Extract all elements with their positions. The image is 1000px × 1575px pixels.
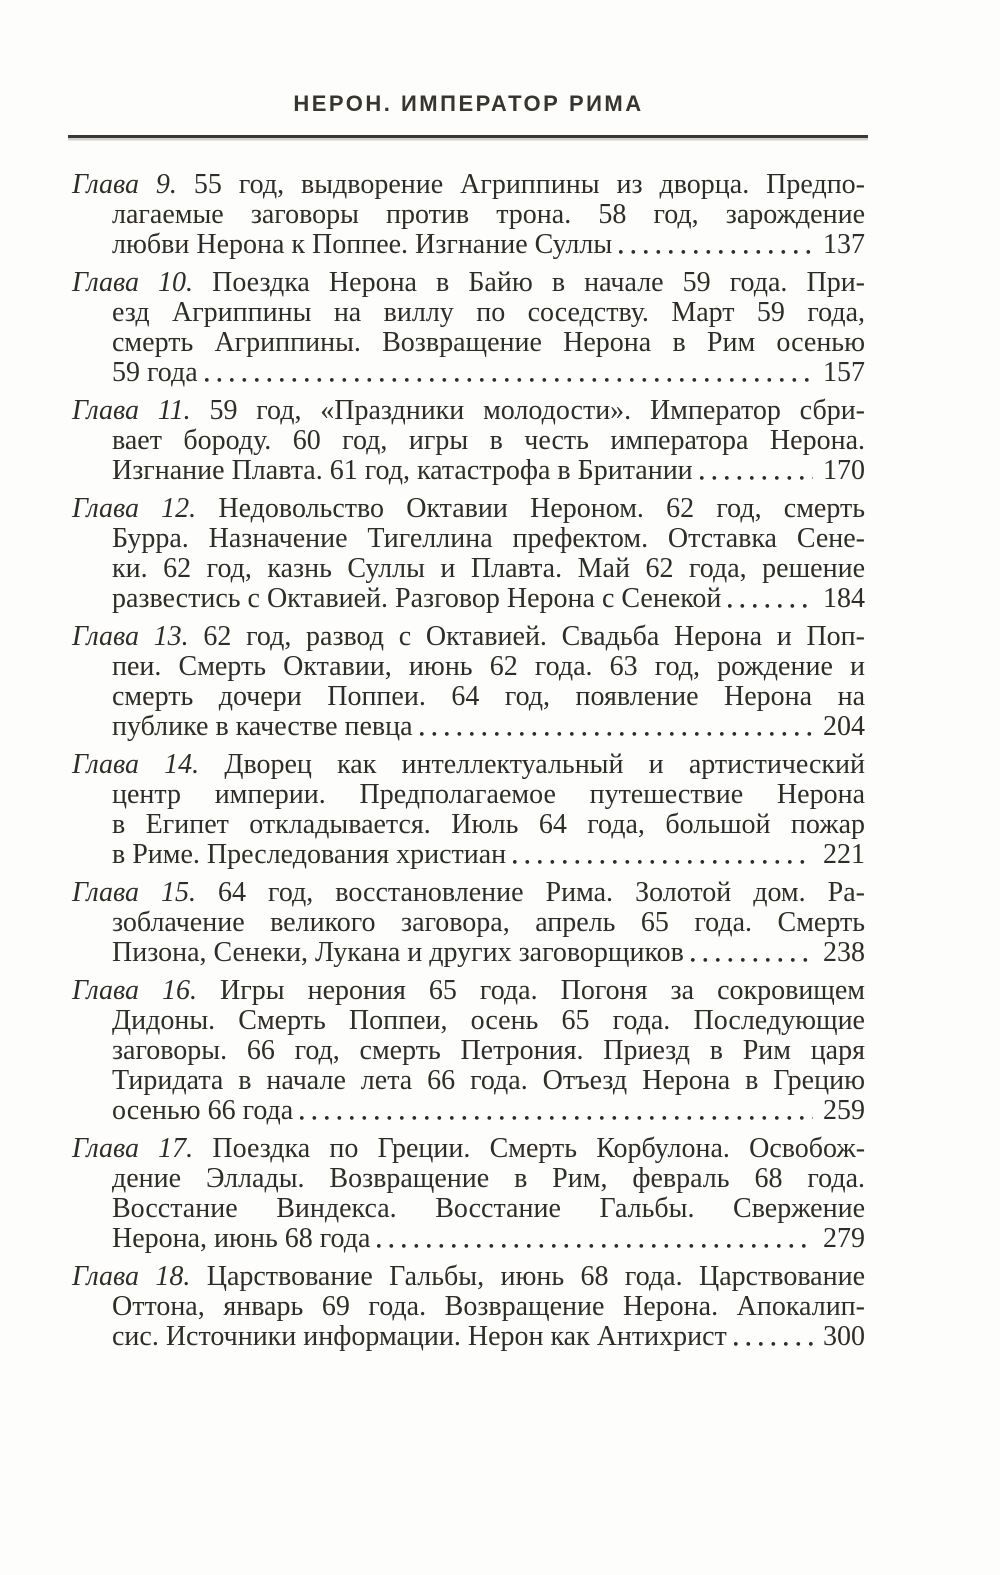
toc-line: пеи. Смерть Октавии, июнь 62 года. 63 год, рождение и: [112, 651, 865, 682]
toc-line: Глава 12. Недовольство Октавии Нероном. 62 год, смерть: [72, 493, 865, 524]
toc-line-text: 59 года: [112, 357, 198, 388]
toc-line-text: Изгнание Плавта. 61 год, катастрофа в Британии: [112, 455, 693, 486]
page-number: 170: [823, 455, 865, 486]
toc-line-text: осенью 66 года: [112, 1095, 294, 1126]
toc-line: дение Эллады. Возвращение в Рим, февраль 68 года.: [112, 1163, 865, 1194]
chapter-label: Глава 13.: [72, 621, 189, 652]
toc-line-text: в Риме. Преследования христиан: [112, 839, 507, 870]
toc-line: [72, 938, 865, 968]
toc-entry: [72, 268, 865, 388]
toc-entry: [72, 1134, 865, 1254]
dot-leader: [691, 958, 813, 962]
chapter-label: Глава 18.: [72, 1261, 191, 1292]
toc-line: Глава 16. Игры нерония 65 года. Погоня за сокровищем: [72, 975, 866, 1006]
page-number: 137: [823, 229, 865, 260]
toc-line: Глава 14. Дворец как интеллектуальный и артистический: [72, 749, 866, 780]
toc-entry: [72, 878, 865, 968]
toc-entry: [72, 494, 865, 614]
toc-line: смерть дочери Поппеи. 64 год, появление Нерона на: [112, 681, 865, 712]
toc-line: Тиридата в начале лета 66 года. Отъезд Нерона в Грецию: [112, 1065, 865, 1096]
dot-leader: [619, 250, 813, 254]
toc-line: смерть Агриппины. Возвращение Нерона в Рим осенью: [112, 327, 865, 358]
toc-line: Оттона, январь 69 года. Возвращение Нерона. Апокалип-: [112, 1291, 865, 1322]
toc-entry: [72, 170, 865, 260]
toc-line: [72, 712, 865, 742]
toc-line: Глава 9. 55 год, выдворение Агриппины из дворца. Предпо-: [72, 169, 865, 200]
toc-entry: [72, 396, 865, 486]
toc-line: Глава 15. 64 год, восстановление Рима. Золотой дом. Ра-: [72, 877, 866, 908]
page-number: 221: [823, 839, 865, 870]
chapter-label: Глава 12.: [72, 493, 197, 524]
toc-line: Бурра. Назначение Тигеллина префектом. Отставка Сене-: [112, 523, 865, 554]
toc-line: [72, 1224, 865, 1254]
toc-line: [72, 456, 865, 486]
toc-line-text: Нерона, июнь 68 года: [112, 1223, 371, 1254]
header-rule: [68, 135, 868, 138]
toc-line: Дидоны. Смерть Поппеи, осень 65 года. Последующие: [112, 1005, 865, 1036]
chapter-label: Глава 10.: [72, 267, 194, 298]
page-number: 184: [823, 583, 865, 614]
toc-entry: [72, 622, 865, 742]
toc-line: лагаемые заговоры против трона. 58 год, зарождение: [112, 199, 865, 230]
toc-line: езд Агриппины на виллу по соседству. Март 59 года,: [112, 297, 865, 328]
toc-line: [72, 1322, 865, 1352]
toc-line: Глава 18. Царствование Гальбы, июнь 68 года. Царствование: [72, 1261, 865, 1292]
toc-line-text: Пизона, Сенеки, Лукана и других заговорщиков: [112, 937, 684, 968]
dot-leader: [513, 860, 813, 864]
toc-line-text: развестись с Октавией. Разговор Нерона с Сенекой: [112, 583, 722, 614]
toc-line: [72, 358, 865, 388]
toc-line: центр империи. Предполагаемое путешествие Нерона: [112, 779, 865, 810]
page-number: 204: [823, 711, 865, 742]
page-content: [72, 90, 865, 1352]
toc-line-text: публике в качестве певца: [112, 711, 413, 742]
toc-line: ки. 62 год, казнь Суллы и Плавта. Май 62 года, решение: [112, 553, 865, 584]
dot-leader: [205, 378, 813, 382]
toc-line: Глава 10. Поездка Нерона в Байю в начале 59 года. При-: [72, 267, 866, 298]
toc-line: вает бороду. 60 год, игры в честь императора Нерона.: [112, 425, 865, 456]
page-number: 157: [823, 357, 865, 388]
dot-leader: [734, 1342, 813, 1346]
chapter-label: Глава 14.: [72, 749, 200, 780]
chapter-label: Глава 9.: [72, 169, 177, 200]
dot-leader: [420, 732, 813, 736]
toc-line: Восстание Виндекса. Восстание Гальбы. Свержение: [112, 1193, 865, 1224]
toc-line: Глава 13. 62 год, развод с Октавией. Свадьба Нерона и Поп-: [72, 621, 865, 652]
chapter-label: Глава 16.: [72, 975, 197, 1006]
toc-entry: [72, 976, 865, 1126]
page-number: 300: [823, 1321, 865, 1352]
toc-line: Глава 11. 59 год, «Праздники молодости». Император сбри-: [72, 395, 865, 426]
dot-leader: [377, 1244, 813, 1248]
toc-line-text: любви Нерона к Поппее. Изгнание Суллы: [112, 229, 613, 260]
page-title: НЕРОН. ИМПЕРАТОР РИМА: [293, 91, 644, 116]
toc-line: [72, 230, 865, 260]
toc-line: Глава 17. Поездка по Греции. Смерть Корбулона. Освобож-: [72, 1133, 866, 1164]
toc-line: [72, 840, 865, 870]
toc-line: в Египет откладывается. Июль 64 года, большой пожар: [112, 809, 865, 840]
toc-line: заговоры. 66 год, смерть Петрония. Приезд в Рим царя: [112, 1035, 865, 1066]
toc-line: [72, 1096, 865, 1126]
toc-line: [72, 584, 865, 614]
chapter-label: Глава 17.: [72, 1133, 194, 1164]
dot-leader: [728, 604, 813, 608]
toc-entry: [72, 750, 865, 870]
toc-line-text: сис. Источники информации. Нерон как Антихрист: [112, 1321, 727, 1352]
chapter-label: Глава 11.: [72, 395, 191, 426]
table-of-contents: [72, 170, 865, 1352]
page-number: 238: [823, 937, 865, 968]
page-number: 259: [823, 1095, 865, 1126]
page-number: 279: [823, 1223, 865, 1254]
toc-entry: [72, 1262, 865, 1352]
toc-line: зоблачение великого заговора, апрель 65 года. Смерть: [112, 907, 865, 938]
dot-leader: [300, 1116, 813, 1120]
dot-leader: [700, 476, 813, 480]
chapter-label: Глава 15.: [72, 877, 196, 908]
